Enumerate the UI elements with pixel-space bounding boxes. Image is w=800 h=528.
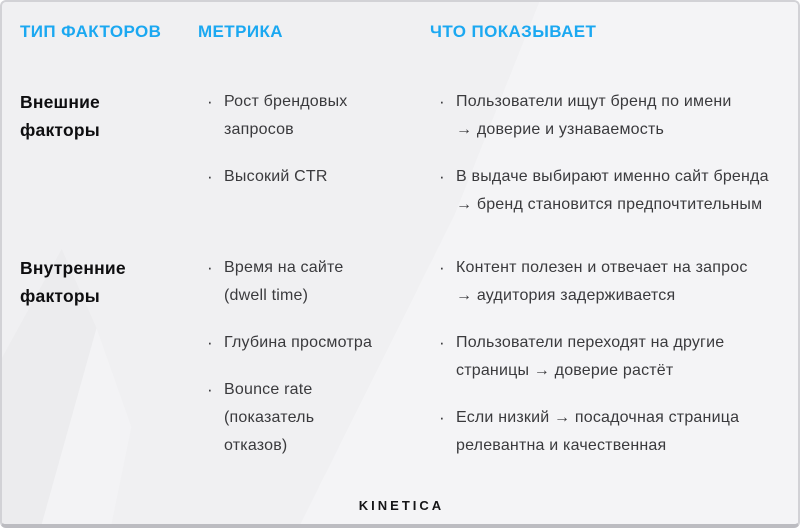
bullet-dot-icon: · <box>207 258 213 277</box>
text-line: → доверие и узнаваемость <box>456 121 665 138</box>
bullet-dot-icon: · <box>207 333 213 352</box>
text-line: Контент полезен и отвечает на запрос <box>456 259 748 276</box>
text-line: Глубина просмотра <box>224 334 373 351</box>
column-header-factor-type: ТИП ФАКТОРОВ <box>20 22 162 41</box>
meaning-item <box>430 254 778 310</box>
bullet-text <box>224 88 347 144</box>
bullet-text <box>224 163 328 191</box>
bullet-text <box>224 329 372 357</box>
text-line: Bounce rate <box>224 381 313 398</box>
meaning-item <box>430 163 778 219</box>
text-line: Пользователи ищут бренд по имени <box>456 93 732 110</box>
text-line: Пользователи переходят на другие <box>456 334 725 351</box>
column-header-metric: МЕТРИКА <box>198 22 283 41</box>
meaning-item <box>430 88 778 144</box>
bullet-dot-icon: · <box>439 408 445 427</box>
meaning-item <box>430 404 778 460</box>
text-line: релевантна и качественная <box>456 437 667 454</box>
metric-item <box>198 254 430 310</box>
bullet-text <box>456 163 769 219</box>
text-line: → аудитория задерживается <box>456 287 676 304</box>
text-line: Время на сайте <box>224 259 344 276</box>
bullet-text <box>224 254 343 310</box>
brand-logo-kinetica: KINETICA <box>358 498 445 513</box>
text-line: страницы → доверие растёт <box>456 362 674 379</box>
text-line: запросов <box>224 121 294 138</box>
factor-type-label <box>20 254 198 479</box>
factor-type-line: Внутренние <box>20 258 126 278</box>
text-line: Если низкий → посадочная страница <box>456 409 740 426</box>
table-row-group <box>2 254 798 479</box>
table-row-group <box>2 88 798 238</box>
bullet-dot-icon: · <box>207 167 213 186</box>
bullet-dot-icon: · <box>207 380 213 399</box>
factor-type-line: факторы <box>20 120 100 140</box>
factor-type-label <box>20 88 198 238</box>
metrics-cell <box>198 88 430 238</box>
text-line: В выдаче выбирают именно сайт бренда <box>456 168 769 185</box>
metric-item <box>198 329 430 357</box>
bullet-text <box>456 88 732 144</box>
meanings-cell <box>430 254 778 479</box>
text-line: (dwell time) <box>224 287 309 304</box>
bullet-text <box>456 404 739 460</box>
text-line: → бренд становится предпочтительным <box>456 196 763 213</box>
metric-item <box>198 88 430 144</box>
bullet-dot-icon: · <box>439 258 445 277</box>
metrics-cell <box>198 254 430 479</box>
text-line: отказов) <box>224 437 288 454</box>
bullet-dot-icon: · <box>439 167 445 186</box>
bullet-text <box>224 376 314 460</box>
metric-item <box>198 163 430 191</box>
bullet-text <box>456 254 748 310</box>
factor-type-line: факторы <box>20 286 100 306</box>
bullet-dot-icon: · <box>439 92 445 111</box>
bullet-dot-icon: · <box>439 333 445 352</box>
text-line: (показатель <box>224 409 315 426</box>
bullet-text <box>456 329 724 385</box>
factor-type-line: Внешние <box>20 92 100 112</box>
column-header-meaning: ЧТО ПОКАЗЫВАЕТ <box>430 22 597 41</box>
meanings-cell <box>430 88 778 238</box>
text-line: Рост брендовых <box>224 93 348 110</box>
text-line: Высокий CTR <box>224 168 328 185</box>
table-header-row <box>2 22 798 42</box>
bullet-dot-icon: · <box>207 92 213 111</box>
metric-item <box>198 376 430 460</box>
meaning-item <box>430 329 778 385</box>
